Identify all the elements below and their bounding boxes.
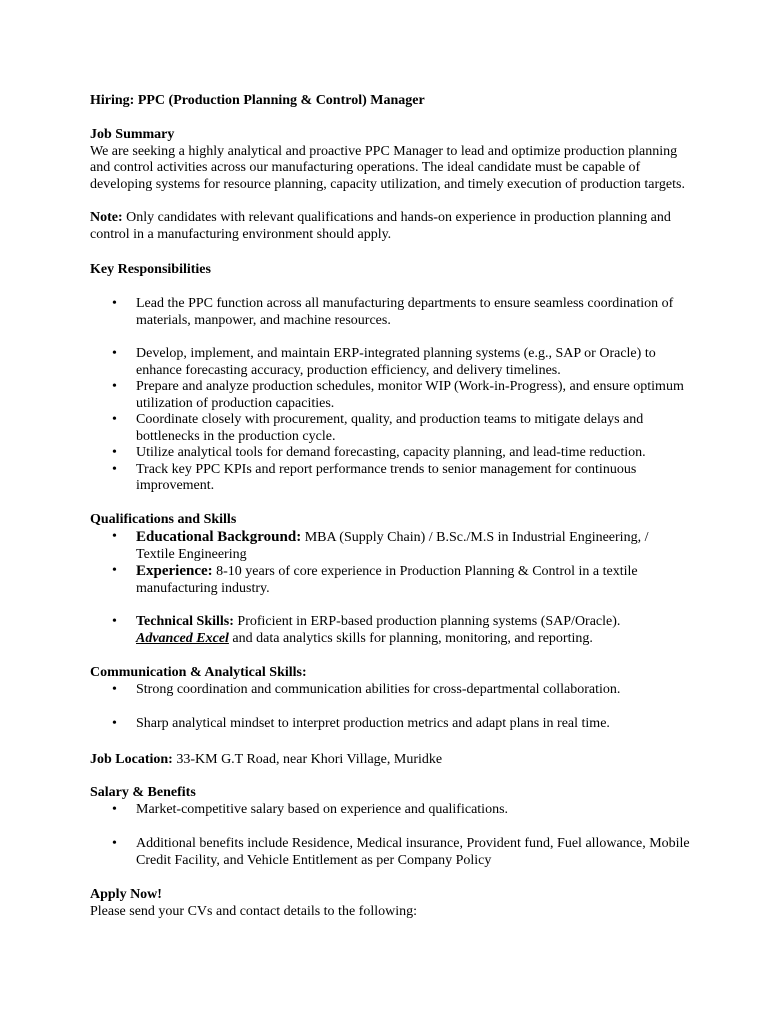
education-text: MBA (Supply Chain) / B.Sc./M.S in Industrial Engineering, / Textile Engineering bbox=[136, 530, 649, 562]
bullet-icon: • bbox=[112, 379, 117, 394]
salary-list bbox=[90, 802, 690, 819]
experience-label: Experience: bbox=[136, 563, 213, 579]
qualifications-list bbox=[90, 529, 690, 597]
job-summary-text: We are seeking a highly analytical and proactive PPC Manager to lead and optimize production planning and control activities across our manufacturing operations. The ideal candidate must be capable of developing systems for resource planning, capacity utilization, and timely execution of production targets. bbox=[90, 143, 685, 192]
bullet-icon: • bbox=[112, 296, 117, 311]
list-item bbox=[90, 529, 690, 563]
education-label: Educational Background: bbox=[136, 529, 302, 545]
bullet-icon: • bbox=[112, 412, 117, 427]
bullet-icon: • bbox=[112, 529, 117, 544]
job-location bbox=[90, 752, 690, 769]
list-item: • Prepare and analyze production schedules, monitor WIP (Work-in-Progress), and ensure optimum utilization of production capacities. bbox=[112, 379, 684, 411]
note-text: Only candidates with relevant qualifications and hands-on experience in production planning and control in a manufacturing environment should apply. bbox=[90, 210, 671, 242]
bullet-icon: • bbox=[112, 682, 117, 697]
job-summary-heading: Job Summary bbox=[90, 127, 175, 142]
list-item: • Additional benefits include Residence, Medical insurance, Provident fund, Fuel allowance, Mobile Credit Facility, and Vehicle Entitlement as per Company Policy bbox=[112, 836, 690, 868]
advanced-excel-label: Advanced Excel bbox=[136, 630, 229, 646]
list-item: • Utilize analytical tools for demand forecasting, capacity planning, and lead-time reduction. bbox=[112, 445, 646, 460]
bullet-icon: • bbox=[112, 836, 117, 851]
list-item bbox=[90, 563, 690, 597]
bullet-icon: • bbox=[112, 802, 117, 817]
note-label: Note: bbox=[90, 210, 123, 225]
communication-heading: Communication & Analytical Skills: bbox=[90, 665, 307, 680]
excel-text: and data analytics skills for planning, monitoring, and reporting. bbox=[228, 630, 593, 646]
list-item: • Strong coordination and communication abilities for cross-departmental collaboration. bbox=[112, 682, 621, 697]
bullet-icon: • bbox=[112, 563, 117, 578]
bullet-icon: • bbox=[112, 461, 117, 477]
job-summary-section bbox=[90, 127, 690, 193]
list-item: • Coordinate closely with procurement, quality, and production teams to mitigate delays and bottlenecks in the production cycle. bbox=[112, 412, 644, 444]
communication-list bbox=[90, 682, 690, 699]
bullet-icon: • bbox=[112, 346, 117, 361]
technical-skills-list bbox=[90, 614, 690, 647]
job-location-label: Job Location: bbox=[90, 752, 173, 767]
apply-section bbox=[90, 887, 690, 920]
page-title: Hiring: PPC (Production Planning & Control) Manager bbox=[90, 93, 425, 108]
list-item: • Track key PPC KPIs and report performance trends to senior management for continuous improvement. bbox=[112, 461, 637, 493]
salary-list-continued bbox=[90, 836, 690, 869]
technical-label: Technical Skills: bbox=[136, 614, 234, 629]
responsibilities-list bbox=[90, 296, 690, 329]
experience-text: 8-10 years of core experience in Production Planning & Control in a textile manufacturing industry. bbox=[136, 564, 638, 596]
list-item: • Develop, implement, and maintain ERP-integrated planning systems (e.g., SAP or Oracle) to enhance forecasting accuracy, production efficiency, and delivery timelines. bbox=[112, 346, 656, 378]
communication-list-continued bbox=[90, 716, 690, 733]
bullet-icon: • bbox=[112, 614, 117, 629]
note-paragraph bbox=[90, 210, 690, 243]
list-item: • Sharp analytical mindset to interpret production metrics and adapt plans in real time. bbox=[112, 716, 610, 731]
technical-text: Proficient in ERP-based production planning systems (SAP/Oracle). bbox=[233, 614, 621, 629]
responsibilities-list-continued bbox=[90, 346, 690, 495]
list-item: • Lead the PPC function across all manufacturing departments to ensure seamless coordination of materials, manpower, and machine resources. bbox=[112, 296, 674, 328]
list-item: • Market-competitive salary based on experience and qualifications. bbox=[112, 802, 509, 817]
apply-text: Please send your CVs and contact details to the following: bbox=[90, 903, 417, 919]
qualifications-heading: Qualifications and Skills bbox=[90, 512, 237, 527]
responsibilities-heading: Key Responsibilities bbox=[90, 262, 211, 277]
list-item bbox=[90, 614, 690, 647]
apply-heading: Apply Now! bbox=[90, 887, 162, 902]
salary-heading: Salary & Benefits bbox=[90, 785, 196, 800]
bullet-icon: • bbox=[112, 445, 117, 460]
job-location-text: 33-KM G.T Road, near Khori Village, Muridke bbox=[172, 752, 443, 767]
bullet-icon: • bbox=[112, 716, 117, 731]
